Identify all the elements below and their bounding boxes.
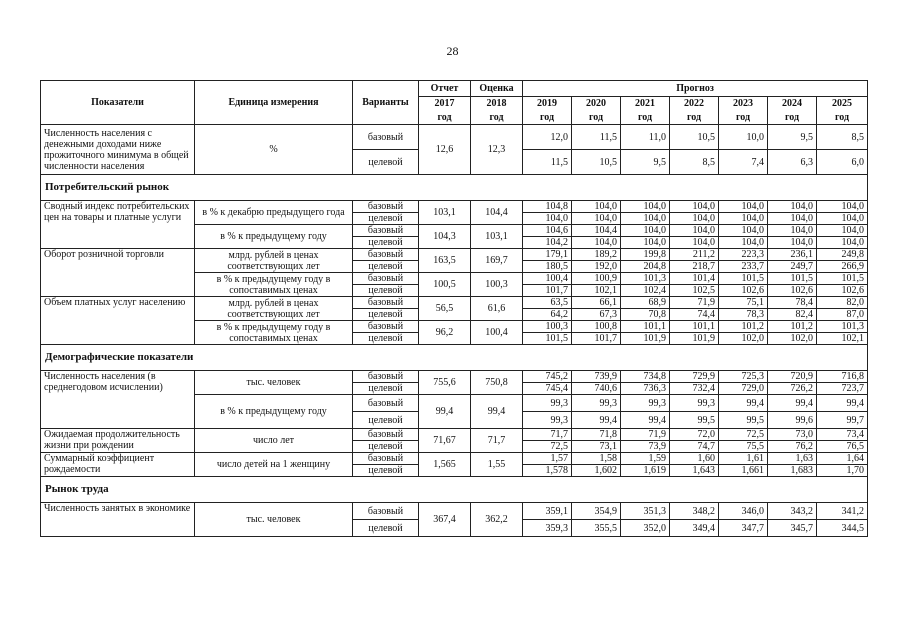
variant-target: целевой — [353, 285, 419, 297]
forecast-value: 104,6 — [523, 225, 572, 237]
forecast-value: 102,6 — [817, 285, 868, 297]
forecast-value: 102,0 — [719, 333, 768, 345]
value-2017: 99,4 — [419, 395, 471, 429]
forecast-value: 104,0 — [719, 225, 768, 237]
unit-cell: число лет — [195, 429, 353, 453]
forecast-value: 73,1 — [572, 441, 621, 453]
unit-cell: млрд. рублей в ценах соответствующих лет — [195, 297, 353, 321]
forecast-value: 348,2 — [670, 503, 719, 520]
forecast-value: 729,0 — [719, 383, 768, 395]
indicator-label: Ожидаемая продолжительность жизни при рождении — [41, 429, 195, 453]
forecast-value: 1,70 — [817, 465, 868, 477]
forecast-value: 6,3 — [768, 150, 817, 175]
forecast-value: 99,3 — [523, 412, 572, 429]
header-report: Отчет — [419, 81, 471, 97]
forecast-value: 82,0 — [817, 297, 868, 309]
forecast-value: 71,8 — [572, 429, 621, 441]
value-2018: 71,7 — [471, 429, 523, 453]
indicator-label: Численность населения (в среднегодовом исчислении) — [41, 371, 195, 429]
forecast-value: 102,1 — [817, 333, 868, 345]
unit-cell: млрд. рублей в ценах соответствующих лет — [195, 249, 353, 273]
forecast-value: 102,0 — [768, 333, 817, 345]
forecast-value: 101,4 — [670, 273, 719, 285]
forecast-value: 1,57 — [523, 453, 572, 465]
forecast-value: 102,4 — [621, 285, 670, 297]
forecast-value: 102,5 — [670, 285, 719, 297]
forecast-value: 102,1 — [572, 285, 621, 297]
forecast-value: 104,0 — [719, 213, 768, 225]
forecast-value: 104,0 — [621, 213, 670, 225]
forecast-value: 76,5 — [817, 441, 868, 453]
variant-base: базовый — [353, 429, 419, 441]
forecast-value: 99,5 — [670, 412, 719, 429]
forecast-value: 99,3 — [523, 395, 572, 412]
header-year-word: год — [523, 111, 572, 125]
forecast-value: 104,0 — [719, 201, 768, 213]
value-2017: 163,5 — [419, 249, 471, 273]
forecast-value: 82,4 — [768, 309, 817, 321]
header-year-word: год — [572, 111, 621, 125]
forecast-value: 104,0 — [572, 201, 621, 213]
forecast-value: 7,4 — [719, 150, 768, 175]
header-year-word: год — [719, 111, 768, 125]
variant-base: базовый — [353, 321, 419, 333]
value-2017: 755,6 — [419, 371, 471, 395]
unit-cell: в % к предыдущему году — [195, 225, 353, 249]
forecast-value: 76,2 — [768, 441, 817, 453]
forecast-value: 63,5 — [523, 297, 572, 309]
forecast-value: 1,578 — [523, 465, 572, 477]
unit-cell: число детей на 1 женщину — [195, 453, 353, 477]
forecast-value: 102,6 — [768, 285, 817, 297]
variant-target: целевой — [353, 441, 419, 453]
variant-base: базовый — [353, 395, 419, 412]
forecast-value: 99,7 — [817, 412, 868, 429]
section-title: Демографические показатели — [41, 345, 868, 371]
forecast-value: 99,4 — [719, 395, 768, 412]
forecast-value: 1,58 — [572, 453, 621, 465]
page-number: 28 — [446, 44, 459, 58]
value-2017: 367,4 — [419, 503, 471, 537]
variant-target: целевой — [353, 309, 419, 321]
forecast-value: 104,0 — [768, 237, 817, 249]
forecast-value: 736,3 — [621, 383, 670, 395]
forecast-value: 12,0 — [523, 125, 572, 150]
forecast-value: 716,8 — [817, 371, 868, 383]
value-2017: 56,5 — [419, 297, 471, 321]
forecast-value: 1,683 — [768, 465, 817, 477]
forecast-value: 347,7 — [719, 520, 768, 537]
variant-base: базовый — [353, 273, 419, 285]
header-year-word: год — [471, 111, 523, 125]
header-year-word: год — [621, 111, 670, 125]
forecast-value: 104,0 — [817, 201, 868, 213]
forecast-value: 75,5 — [719, 441, 768, 453]
forecast-value: 72,5 — [719, 429, 768, 441]
forecast-value: 73,4 — [817, 429, 868, 441]
forecast-value: 104,2 — [523, 237, 572, 249]
forecast-value: 745,2 — [523, 371, 572, 383]
value-2017: 1,565 — [419, 453, 471, 477]
header-year-word: год — [817, 111, 868, 125]
forecast-value: 104,0 — [670, 213, 719, 225]
variant-base: базовый — [353, 225, 419, 237]
forecast-value: 11,0 — [621, 125, 670, 150]
forecast-value: 104,4 — [572, 225, 621, 237]
forecast-value: 720,9 — [768, 371, 817, 383]
value-2018: 61,6 — [471, 297, 523, 321]
forecast-value: 66,1 — [572, 297, 621, 309]
unit-cell: в % к предыдущему году — [195, 395, 353, 429]
forecast-value: 218,7 — [670, 261, 719, 273]
forecast-value: 6,0 — [817, 150, 868, 175]
forecast-value: 104,0 — [768, 225, 817, 237]
forecast-value: 10,5 — [572, 150, 621, 175]
forecast-value: 67,3 — [572, 309, 621, 321]
variant-target: целевой — [353, 520, 419, 537]
variant-target: целевой — [353, 465, 419, 477]
variant-target: целевой — [353, 412, 419, 429]
forecast-value: 78,4 — [768, 297, 817, 309]
header-variants: Варианты — [353, 81, 419, 125]
forecast-value: 359,3 — [523, 520, 572, 537]
forecast-value: 349,4 — [670, 520, 719, 537]
forecast-value: 72,5 — [523, 441, 572, 453]
header-year-word: год — [419, 111, 471, 125]
value-2018: 750,8 — [471, 371, 523, 395]
forecast-value: 99,3 — [621, 395, 670, 412]
value-2017: 96,2 — [419, 321, 471, 345]
value-2018: 104,4 — [471, 201, 523, 225]
forecast-value: 1,661 — [719, 465, 768, 477]
forecast-value: 99,3 — [670, 395, 719, 412]
forecast-value: 104,0 — [572, 237, 621, 249]
forecast-value: 68,9 — [621, 297, 670, 309]
forecast-value: 104,0 — [523, 213, 572, 225]
forecast-value: 1,643 — [670, 465, 719, 477]
forecast-value: 732,4 — [670, 383, 719, 395]
forecast-value: 99,3 — [572, 395, 621, 412]
indicator-label: Численность населения с денежными доходами ниже прожиточного минимума в общей численности населения — [41, 125, 195, 175]
forecast-value: 104,8 — [523, 201, 572, 213]
forecast-value: 223,3 — [719, 249, 768, 261]
variant-target: целевой — [353, 333, 419, 345]
value-2018: 99,4 — [471, 395, 523, 429]
forecast-value: 99,4 — [621, 412, 670, 429]
forecast-value: 71,7 — [523, 429, 572, 441]
forecast-value: 104,0 — [719, 237, 768, 249]
value-2018: 1,55 — [471, 453, 523, 477]
forecast-value: 75,1 — [719, 297, 768, 309]
forecast-value: 99,4 — [817, 395, 868, 412]
forecast-value: 11,5 — [523, 150, 572, 175]
forecast-value: 9,5 — [621, 150, 670, 175]
forecast-value: 1,63 — [768, 453, 817, 465]
forecast-value: 104,0 — [670, 225, 719, 237]
header-year: 2017 — [419, 97, 471, 111]
forecast-value: 100,4 — [523, 273, 572, 285]
variant-target: целевой — [353, 261, 419, 273]
indicator-label: Объем платных услуг населению — [41, 297, 195, 345]
forecast-value: 101,5 — [719, 273, 768, 285]
header-year: 2021 — [621, 97, 670, 111]
forecast-value: 104,0 — [670, 201, 719, 213]
forecast-value: 101,2 — [719, 321, 768, 333]
forecast-value: 101,3 — [817, 321, 868, 333]
variant-target: целевой — [353, 237, 419, 249]
forecast-value: 1,64 — [817, 453, 868, 465]
forecast-value: 73,9 — [621, 441, 670, 453]
forecast-value: 99,4 — [572, 412, 621, 429]
value-2018: 103,1 — [471, 225, 523, 249]
value-2018: 12,3 — [471, 125, 523, 175]
forecast-value: 101,9 — [621, 333, 670, 345]
forecast-value: 101,5 — [817, 273, 868, 285]
unit-cell: тыс. человек — [195, 371, 353, 395]
unit-cell: тыс. человек — [195, 503, 353, 537]
indicator-label: Численность занятых в экономике — [41, 503, 195, 537]
forecast-value: 101,7 — [572, 333, 621, 345]
forecast-value: 1,60 — [670, 453, 719, 465]
forecast-value: 74,7 — [670, 441, 719, 453]
forecast-value: 355,5 — [572, 520, 621, 537]
section-title: Рынок труда — [41, 477, 868, 503]
forecast-value: 740,6 — [572, 383, 621, 395]
header-year: 2020 — [572, 97, 621, 111]
value-2017: 100,5 — [419, 273, 471, 297]
forecast-value: 101,2 — [768, 321, 817, 333]
header-year: 2024 — [768, 97, 817, 111]
forecast-value: 734,8 — [621, 371, 670, 383]
header-year-word: год — [768, 111, 817, 125]
forecast-value: 354,9 — [572, 503, 621, 520]
header-estimate: Оценка — [471, 81, 523, 97]
forecast-value: 351,3 — [621, 503, 670, 520]
forecast-value: 87,0 — [817, 309, 868, 321]
forecast-value: 104,0 — [817, 213, 868, 225]
forecast-value: 352,0 — [621, 520, 670, 537]
forecast-value: 739,9 — [572, 371, 621, 383]
forecast-value: 101,3 — [621, 273, 670, 285]
forecast-value: 64,2 — [523, 309, 572, 321]
forecast-value: 211,2 — [670, 249, 719, 261]
header-year: 2025 — [817, 97, 868, 111]
forecast-value: 104,0 — [621, 225, 670, 237]
forecast-value: 8,5 — [670, 150, 719, 175]
forecast-value: 99,4 — [768, 395, 817, 412]
variant-base: базовый — [353, 453, 419, 465]
header-year: 2022 — [670, 97, 719, 111]
forecast-value: 192,0 — [572, 261, 621, 273]
forecast-value: 78,3 — [719, 309, 768, 321]
forecast-value: 101,1 — [670, 321, 719, 333]
indicator-label: Сводный индекс потребительских цен на товары и платные услуги — [41, 201, 195, 249]
value-2017: 71,67 — [419, 429, 471, 453]
forecast-value: 1,602 — [572, 465, 621, 477]
variant-target: целевой — [353, 383, 419, 395]
forecast-value: 359,1 — [523, 503, 572, 520]
unit-cell: % — [195, 125, 353, 175]
value-2018: 100,3 — [471, 273, 523, 297]
variant-base: базовый — [353, 371, 419, 383]
forecast-value: 71,9 — [670, 297, 719, 309]
forecast-value: 1,61 — [719, 453, 768, 465]
value-2018: 169,7 — [471, 249, 523, 273]
forecast-value: 236,1 — [768, 249, 817, 261]
variant-base: базовый — [353, 249, 419, 261]
variant-target: целевой — [353, 150, 419, 175]
variant-base: базовый — [353, 125, 419, 150]
forecast-value: 104,0 — [817, 237, 868, 249]
variant-base: базовый — [353, 201, 419, 213]
forecast-value: 1,619 — [621, 465, 670, 477]
header-indicators: Показатели — [41, 81, 195, 125]
forecast-value: 104,0 — [768, 213, 817, 225]
forecast-value: 104,0 — [670, 237, 719, 249]
header-year-word: год — [670, 111, 719, 125]
forecast-value: 346,0 — [719, 503, 768, 520]
forecast-value: 249,8 — [817, 249, 868, 261]
value-2017: 103,1 — [419, 201, 471, 225]
forecast-value: 99,5 — [719, 412, 768, 429]
forecast-value: 729,9 — [670, 371, 719, 383]
forecast-value: 101,9 — [670, 333, 719, 345]
forecast-value: 72,0 — [670, 429, 719, 441]
unit-cell: в % к декабрю предыдущего года — [195, 201, 353, 225]
forecast-value: 100,8 — [572, 321, 621, 333]
forecast-value: 101,5 — [523, 333, 572, 345]
forecast-value: 10,0 — [719, 125, 768, 150]
variant-base: базовый — [353, 297, 419, 309]
forecast-value: 102,6 — [719, 285, 768, 297]
variant-target: целевой — [353, 213, 419, 225]
forecast-value: 101,7 — [523, 285, 572, 297]
section-title: Потребительский рынок — [41, 175, 868, 201]
forecast-value: 341,2 — [817, 503, 868, 520]
value-2017: 12,6 — [419, 125, 471, 175]
forecast-value: 726,2 — [768, 383, 817, 395]
forecast-value: 725,3 — [719, 371, 768, 383]
forecast-value: 1,59 — [621, 453, 670, 465]
forecast-value: 104,0 — [621, 201, 670, 213]
forecast-value: 345,7 — [768, 520, 817, 537]
forecast-value: 104,0 — [768, 201, 817, 213]
forecast-value: 266,9 — [817, 261, 868, 273]
forecast-value: 104,0 — [572, 213, 621, 225]
unit-cell: в % к предыдущему году в сопоставимых ценах — [195, 321, 353, 345]
forecast-value: 99,6 — [768, 412, 817, 429]
forecast-value: 189,2 — [572, 249, 621, 261]
forecast-value: 73,0 — [768, 429, 817, 441]
indicator-label: Оборот розничной торговли — [41, 249, 195, 297]
forecast-value: 723,7 — [817, 383, 868, 395]
indicator-label: Суммарный коэффициент рождаемости — [41, 453, 195, 477]
header-year: 2019 — [523, 97, 572, 111]
forecast-value: 74,4 — [670, 309, 719, 321]
forecast-value: 344,5 — [817, 520, 868, 537]
forecast-value: 104,0 — [817, 225, 868, 237]
forecast-value: 70,8 — [621, 309, 670, 321]
forecast-value: 343,2 — [768, 503, 817, 520]
forecast-value: 104,0 — [621, 237, 670, 249]
forecast-value: 11,5 — [572, 125, 621, 150]
forecast-value: 204,8 — [621, 261, 670, 273]
forecast-value: 101,5 — [768, 273, 817, 285]
unit-cell: в % к предыдущему году в сопоставимых ценах — [195, 273, 353, 297]
forecast-value: 233,7 — [719, 261, 768, 273]
forecast-value: 10,5 — [670, 125, 719, 150]
forecast-value: 199,8 — [621, 249, 670, 261]
header-year: 2023 — [719, 97, 768, 111]
variant-base: базовый — [353, 503, 419, 520]
forecast-value: 71,9 — [621, 429, 670, 441]
forecast-table — [40, 80, 868, 537]
forecast-value: 179,1 — [523, 249, 572, 261]
forecast-value: 180,5 — [523, 261, 572, 273]
header-unit: Единица измерения — [195, 81, 353, 125]
forecast-value: 9,5 — [768, 125, 817, 150]
forecast-value: 100,9 — [572, 273, 621, 285]
forecast-value: 745,4 — [523, 383, 572, 395]
header-forecast: Прогноз — [523, 81, 868, 97]
value-2017: 104,3 — [419, 225, 471, 249]
forecast-value: 101,1 — [621, 321, 670, 333]
value-2018: 362,2 — [471, 503, 523, 537]
forecast-value: 8,5 — [817, 125, 868, 150]
value-2018: 100,4 — [471, 321, 523, 345]
forecast-value: 100,3 — [523, 321, 572, 333]
header-year: 2018 — [471, 97, 523, 111]
forecast-value: 249,7 — [768, 261, 817, 273]
